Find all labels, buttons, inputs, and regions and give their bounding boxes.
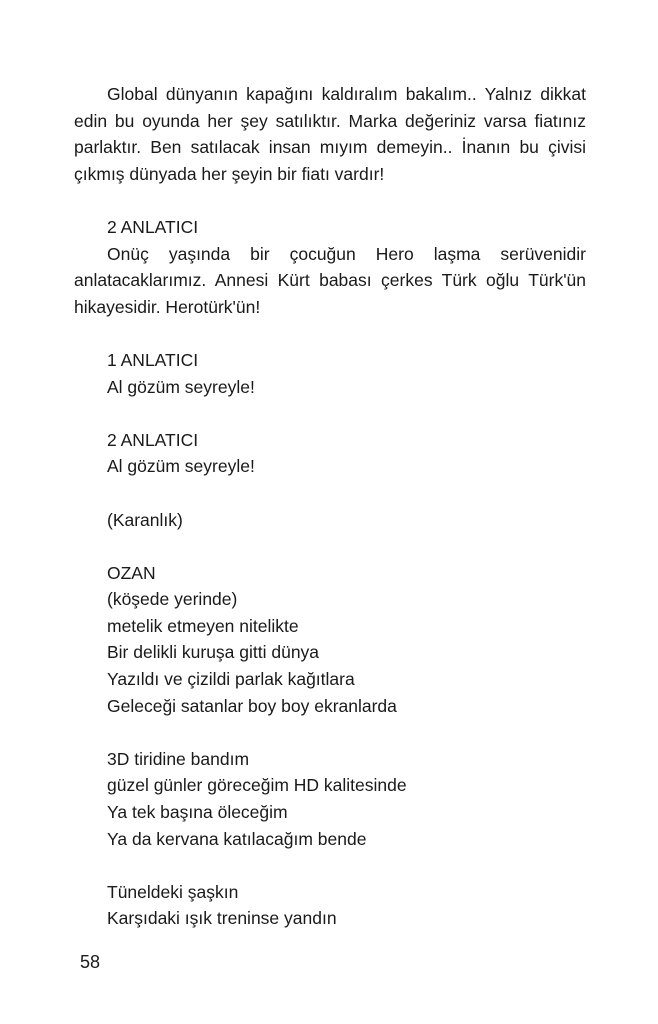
spacer <box>74 852 586 879</box>
stage-direction: (köşede yerinde) <box>107 589 238 610</box>
speaker-label: 2 ANLATICI <box>107 216 199 237</box>
verse-line: metelik etmeyen nitelikte <box>107 615 299 636</box>
spacer <box>74 400 586 427</box>
spacer <box>74 480 586 507</box>
verse-line: Karşıdaki ışık treninse yandın <box>107 908 337 929</box>
page-body <box>74 81 586 932</box>
verse-line: Bir delikli kuruşa gitti dünya <box>107 642 320 663</box>
verse-line: Ya da kervana katılacağım bende <box>107 828 367 849</box>
speaker-label: 1 ANLATICI <box>107 349 199 370</box>
verse-line: 3D tiridine bandım <box>107 748 250 769</box>
verse-line: Yazıldı ve çizildi parlak kağıtlara <box>107 669 355 690</box>
dialogue-line: Al gözüm seyreyle! <box>107 376 255 397</box>
stage-direction: (Karanlık) <box>107 509 183 530</box>
page-number: 58 <box>80 952 101 972</box>
verse-line: Tüneldeki şaşkın <box>107 881 239 902</box>
speaker-label: 2 ANLATICI <box>107 429 199 450</box>
verse-line: Geleceği satanlar boy boy ekranlarda <box>107 695 397 716</box>
speaker-label: OZAN <box>107 562 156 583</box>
spacer <box>74 719 586 746</box>
verse-line: Ya tek başına öleceğim <box>107 802 288 823</box>
spacer <box>74 533 586 560</box>
spacer <box>74 187 586 214</box>
intro-paragraph: Global dünyanın kapağını kaldıralım bakalım.. Yalnız dikkat edin bu oyunda her şey satılıktır. Marka değeriniz varsa fiatınız parlaktır. Ben satılacak insan mıyım demeyin.. İnanın bu çivisi çıkmış dünyada her şeyin bir fiatı vardır! <box>74 84 586 184</box>
dialogue-line: Al gözüm seyreyle! <box>107 456 255 477</box>
verse-line: güzel günler göreceğim HD kalitesinde <box>107 775 407 796</box>
narrator-paragraph: Onüç yaşında bir çocuğun Hero laşma serüvenidir anlatacaklarımız. Annesi Kürt babası çerkes Türk oğlu Türk'ün hikayesidir. Herotürk'ün! <box>74 243 586 317</box>
spacer <box>74 320 586 347</box>
